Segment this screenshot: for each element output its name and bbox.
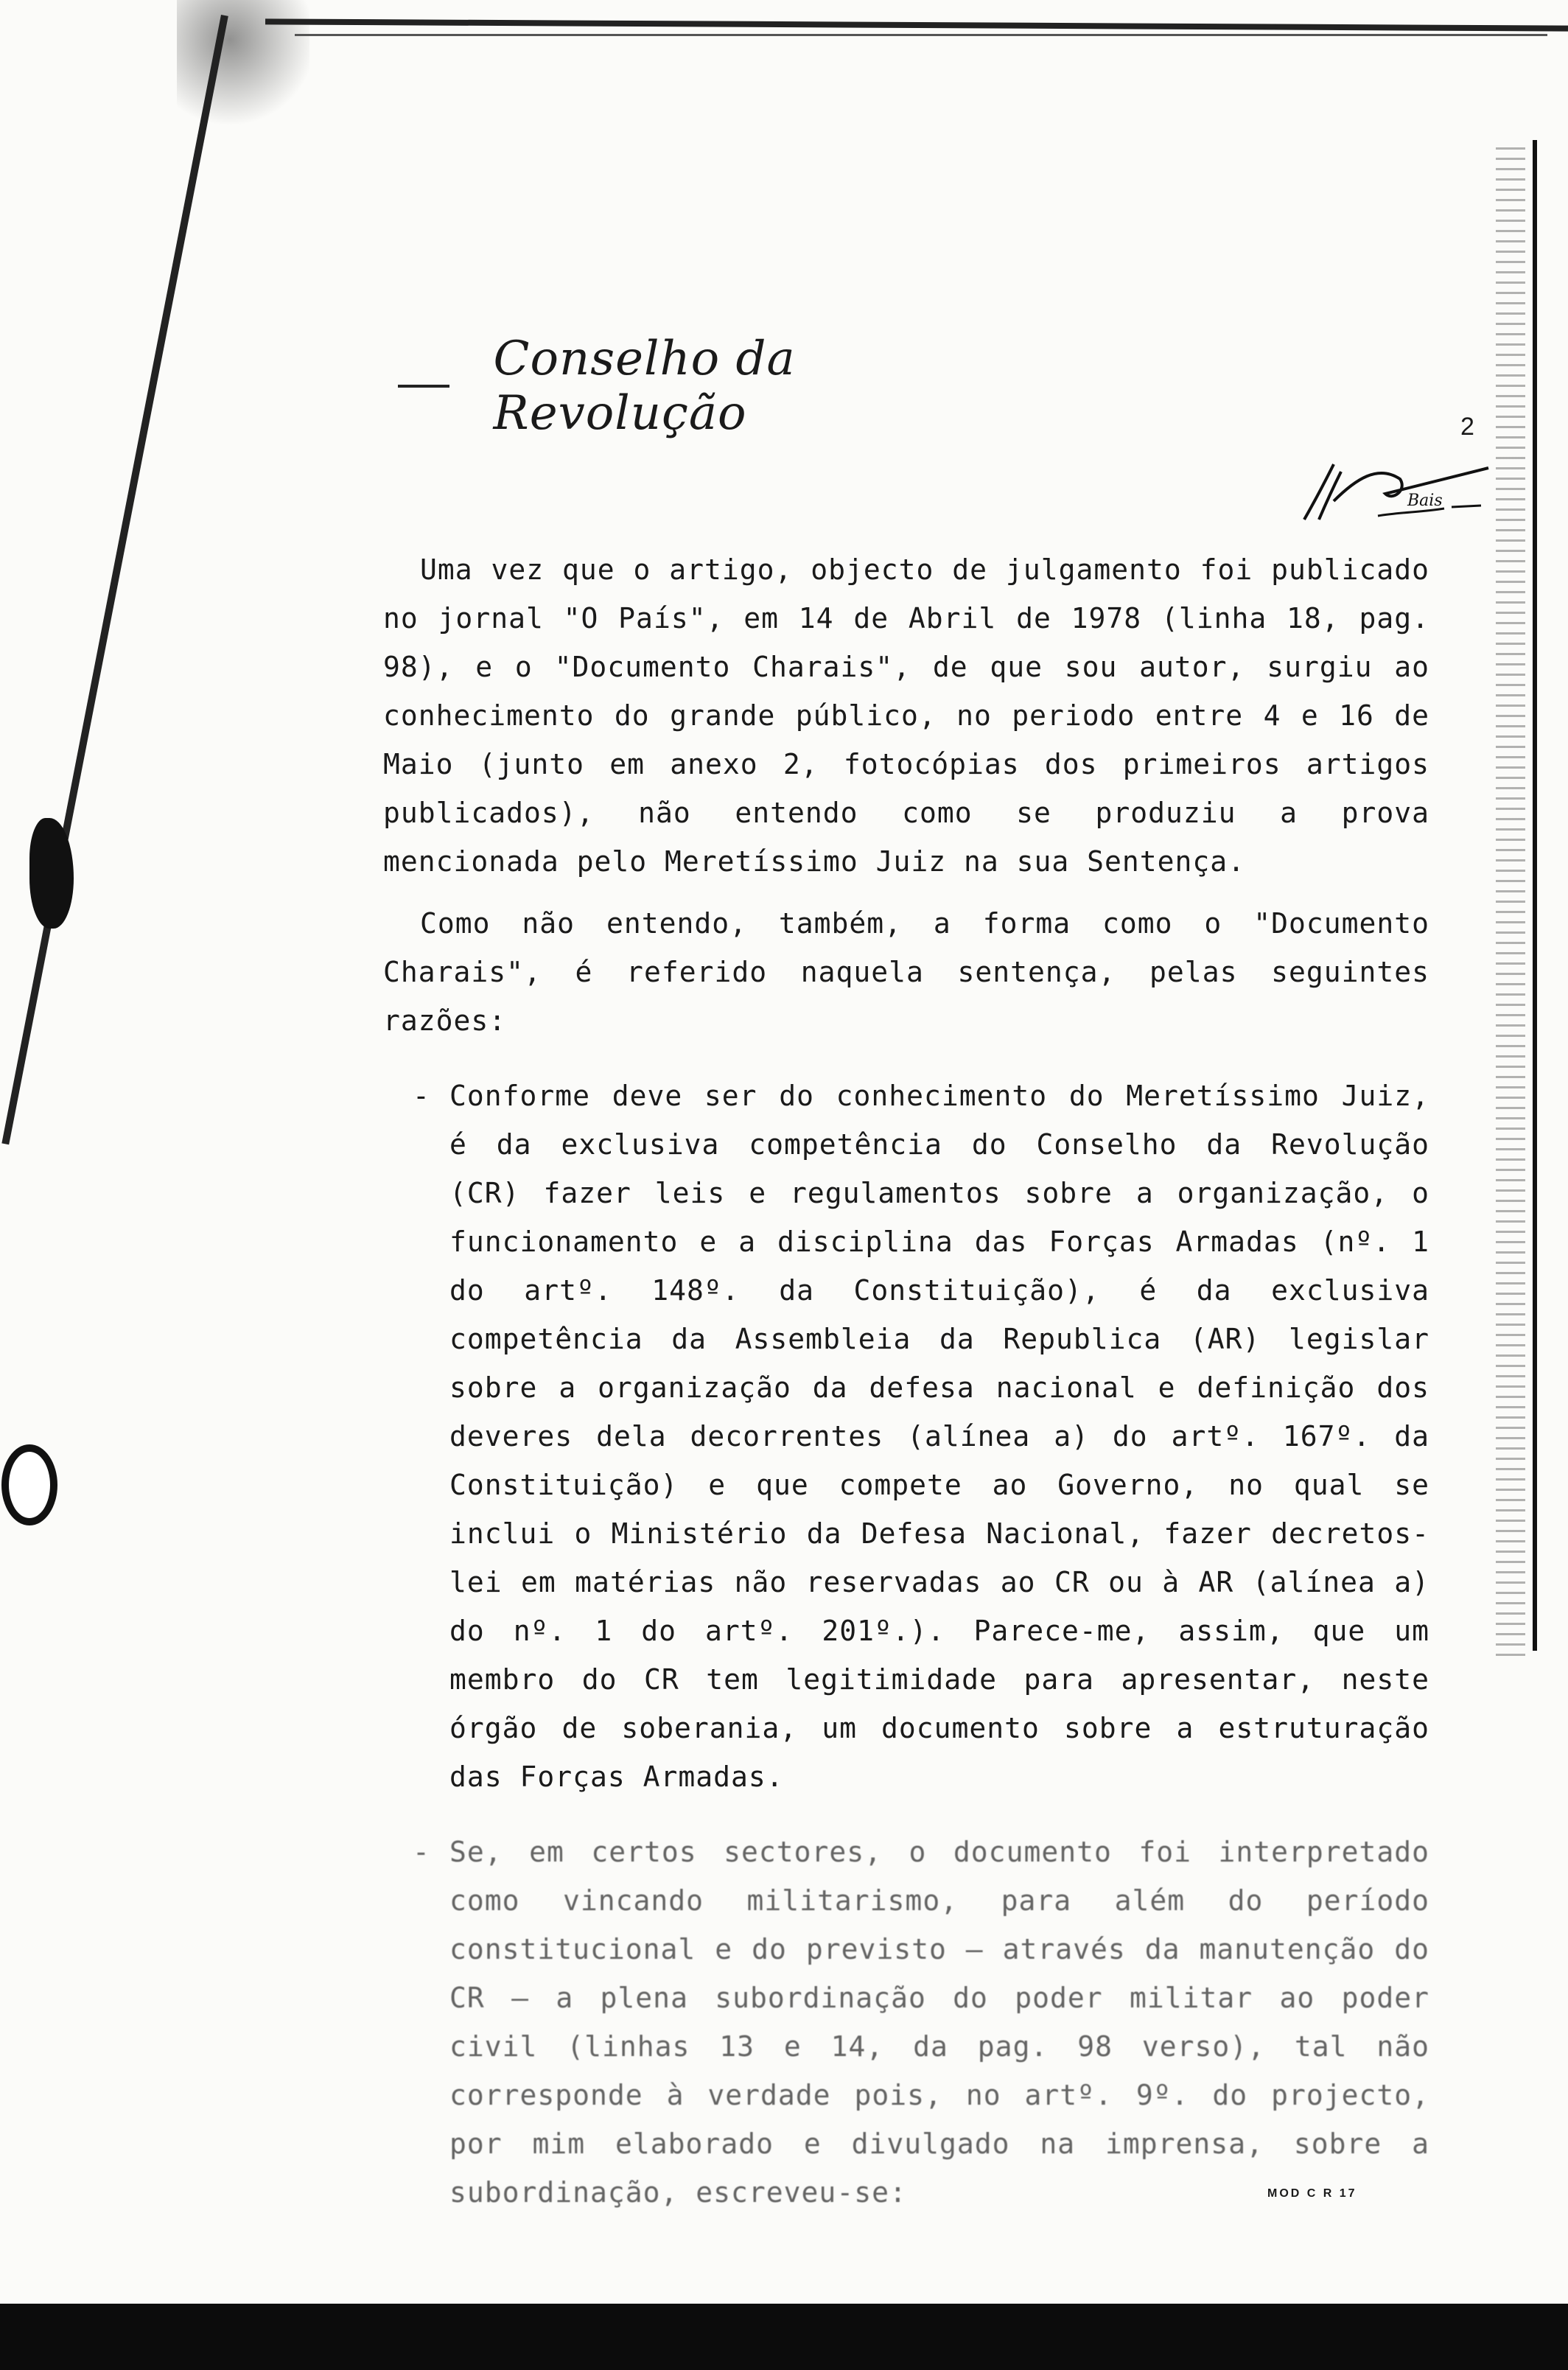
letterhead-title: Conselho da Revolução	[493, 332, 796, 441]
paragraph-2: Como não entendo, também, a forma como o "Documento Charais", é referido naquela sentença, pelas seguintes razões:	[383, 907, 1429, 1037]
paragraph-1: Uma vez que o artigo, objecto de julgamento foi publicado no jornal "O País", em 14 de Abril de 1978 (linha 18, pag. 98), e o "Documento Charais", de que sou autor, surgiu ao conhecimento do grande público, no periodo entre 4 e 16 de Maio (junto em anexo 2, fotocópias dos primeiros artigos publicados), não entendo como se produziu a prova mencionada pelo Meretíssimo Juiz na sua Sentença.	[383, 553, 1429, 878]
photocopy-bottom-edge	[0, 2304, 1568, 2370]
bullet-text: Conforme deve ser do conhecimento do Meretíssimo Juiz, é da exclusiva competência do Conselho da Revolução (CR) fazer leis e regulamentos sobre a organização, o funcionamento e a disciplina das Forças Armadas (nº. 1 do artº. 148º. da Constituição), é da exclusiva competência da Assembleia da Republica (AR) legislar sobre a organização da defesa nacional e definição dos deveres dela decorrentes (alínea a) do artº. 167º. da Constituição) e que compete ao Governo, no qual se inclui o Ministério da Defesa Nacional, fazer decretos-lei em matérias não reservadas ao CR ou à AR (alínea a) do nº. 1 do artº. 201º.). Parece-me, assim, que um membro do CR tem legitimidade para apresentar, neste órgão de soberania, um documento sobre a estruturação das Forças Armadas.	[449, 1080, 1429, 1793]
handwritten-signature	[1297, 450, 1496, 531]
bullet-text: Se, em certos sectores, o documento foi interpretado como vincando militarismo, para além do período constitucional e do previsto — através da manutenção do CR — a plena subordinação do poder militar ao poder civil (linhas 13 e 14, da pag. 98 verso), tal não corresponde à verdade pois, no artº. 9º. do projecto, por mim elaborado e divulgado na imprensa, sobre a subordinação, escreveu-se:	[449, 1836, 1429, 2209]
letterhead	[398, 332, 1061, 441]
bullet-dash: -	[413, 1080, 430, 1112]
signature-note: Bais	[1407, 492, 1443, 510]
form-model-code: MOD C R 17	[1267, 2187, 1357, 2200]
letter-body	[383, 545, 1429, 2217]
photocopy-top-edge	[265, 18, 1568, 31]
photocopy-right-noise	[1496, 147, 1525, 1658]
photocopy-top-edge-secondary	[295, 34, 1547, 36]
list-item	[383, 1072, 1429, 1801]
bullet-dash: -	[413, 1836, 430, 1868]
letterhead-dash	[398, 385, 449, 388]
photocopy-right-edge	[1533, 140, 1537, 1651]
list-item	[383, 1828, 1429, 2217]
binder-hole	[1, 1444, 57, 1525]
photocopy-fold-line	[1, 15, 228, 1144]
page-number: 2	[1460, 413, 1474, 441]
